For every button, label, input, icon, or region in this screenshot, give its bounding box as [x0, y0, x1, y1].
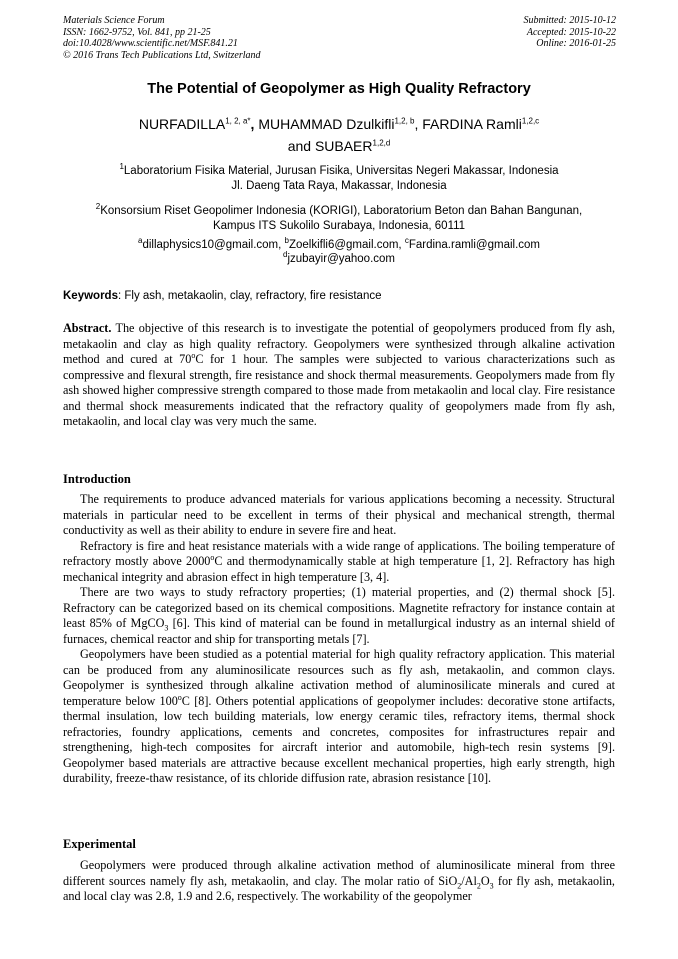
copyright: © 2016 Trans Tech Publications Ltd, Switzerland — [63, 49, 261, 61]
author-name: MUHAMMAD Dzulkifli — [258, 116, 395, 132]
email-mark: d — [282, 250, 288, 260]
affiliation-2 — [40, 204, 638, 234]
affiliation-number: 1 — [119, 162, 124, 172]
email-mark: b — [284, 236, 289, 246]
paragraph-text: for fly ash, metakaolin, and local clay was 2.8, 1.9 and 2.6, respectively. The workability of the geopolymer — [63, 873, 615, 903]
affiliation-line: Kampus ITS Sukolilo Surabaya, Indonesia, 60111 — [212, 220, 466, 232]
section-heading-experimental: Experimental — [63, 837, 136, 851]
abstract-paragraph — [63, 321, 615, 430]
email-mark: a — [138, 236, 143, 246]
author-affiliation-mark: 1,2,c — [521, 116, 540, 126]
degree-mark: o — [191, 350, 196, 360]
submitted-date: Submitted: 2015-10-12 — [523, 15, 616, 26]
abstract — [63, 321, 615, 430]
author-conjunction: and — [287, 138, 315, 154]
journal-name: Materials Science Forum — [63, 15, 165, 26]
paper-title: The Potential of Geopolymer as High Quality Refractory — [147, 81, 531, 97]
dates-meta — [524, 15, 617, 50]
section-heading-introduction: Introduction — [63, 472, 131, 486]
author-list — [40, 113, 638, 157]
paragraph — [63, 858, 615, 905]
affiliation-line: Konsorsium Riset Geopolimer Indonesia (KORIGI), Laboratorium Beton dan Bahan Bangunan, — [100, 205, 583, 217]
keywords-text: : Fly ash, metakaolin, clay, refractory, fire resistance — [117, 290, 382, 302]
email-address: dillaphysics10@gmail.com, — [142, 239, 285, 251]
paragraph-text: [6]. This kind of material can be found in metallurgical industry as an internal shield of furnaces, chemical reactor and ship for transporting metals [7]. — [63, 616, 615, 646]
abstract-text: C for 1 hour. The samples were subjected to various characterizations such as compressive and flexural strength, fire resistance and shock thermal measurements. Geopolymers made from fly ash showed higher compressive strength compared to those made from metakaolin and local clay. Fire resistance and thermal shock measurements indicated that the refractory quality of geopolymers made from fly ash, metakaolin, and local clay was very much the same. — [63, 352, 615, 428]
paragraph-text: Geopolymers were produced through alkaline activation method of aluminosilicate mineral from three different sources namely fly ash, metakaolin, and clay. The molar ratio of SiO — [63, 858, 615, 888]
subscript: 2 — [476, 880, 481, 890]
subscript: 3 — [489, 880, 494, 890]
introduction-body — [63, 492, 615, 787]
journal-meta — [63, 15, 261, 61]
paragraph-text: Refractory is fire and heat resistance materials with a wide range of applications. The boiling temperature of refractory mostly above 2000 — [63, 538, 615, 568]
abstract-label: Abstract. — [63, 321, 112, 335]
author-name: NURFADILLA — [138, 116, 226, 132]
email-address: jzubayir@yahoo.com — [287, 253, 395, 265]
keywords-label: Keywords — [63, 290, 118, 302]
subscript: 2 — [457, 880, 462, 890]
author-name: FARDINA Ramli — [422, 116, 522, 132]
author-affiliation-mark: 1,2,d — [372, 138, 391, 148]
email-address: Zoelkifli6@gmail.com, — [288, 239, 405, 251]
author-separator: , — [414, 116, 423, 132]
paragraph — [63, 647, 615, 787]
email-address: Fardina.ramli@gmail.com — [408, 239, 540, 251]
paragraph — [63, 585, 615, 647]
affiliation-number: 2 — [95, 202, 101, 212]
doi: doi:10.4028/www.scientific.net/MSF.841.21 — [63, 38, 238, 49]
email-mark: c — [404, 236, 409, 246]
author-emails — [40, 238, 638, 266]
experimental-body — [63, 858, 615, 905]
affiliation-1 — [40, 164, 638, 194]
paragraph — [63, 539, 615, 586]
accepted-date: Accepted: 2015-10-22 — [526, 26, 616, 38]
issn: ISSN: 1662-9752, Vol. 841, pp 21-25 — [63, 26, 211, 38]
author-affiliation-mark: 1, 2, a* — [225, 116, 251, 126]
author-name: SUBAER — [314, 138, 373, 154]
affiliation-line: Jl. Daeng Tata Raya, Makassar, Indonesia — [231, 180, 447, 192]
paragraph-text: C [8]. Others potential applications of geopolymer includes: decorative stone artifacts, thermal insulation, low tech building materials, low energy ceramic tiles, refractory items, thermal shock refractories, foundry applications, cements and concretes, composites for infrastructures repair and strengthening, high-tech composites for aircraft interior and automobile, high-tech resin systems [9]. Geopolymer based materials are attractive because excellent mechanical properties, high early strength, high durability, freeze-thaw resistance, of its chloride diffusion rate, abrasion resistance [10]. — [63, 693, 615, 785]
paragraph-text: O — [480, 873, 490, 888]
subscript: 3 — [164, 623, 169, 633]
paragraph-text: /Al — [461, 873, 477, 888]
author-affiliation-mark: 1,2, b — [394, 116, 415, 126]
author-separator: , — [250, 116, 259, 132]
paragraph: The requirements to produce advanced materials for various applications becoming a necessity. Structural materials in particular need to be excellent in terms of their physical and mechanical strength, thermal conductivity as well as their ability to endure in severe fire and heat. — [63, 492, 615, 537]
online-date: Online: 2016-01-25 — [536, 38, 616, 49]
paragraph-text: C and thermodynamically stable at high temperature [1, 2]. Refractory has high mechanical integrity and abrasion effect in high temperature [3, 4]. — [63, 554, 615, 584]
paragraph-text: Geopolymers have been studied as a potential material for high quality refractory application. This material can be produced from any aluminosilicate resources such as fly ash, metakaolin, and common clays. Geopolymer is synthesized through alkaline activation method of aluminosilicate minerals and cured at temperature below 100 — [63, 647, 615, 708]
affiliation-line: Laboratorium Fisika Material, Jurusan Fisika, Universitas Negeri Makassar, Indonesia — [123, 165, 559, 177]
keywords — [63, 290, 382, 302]
degree-mark: o — [210, 552, 215, 562]
degree-mark: o — [177, 692, 182, 702]
abstract-text: The objective of this research is to investigate the potential of geopolymers produced from fly ash, metakaolin and clay as high quality refractory. Geopolymers were synthesized through alkaline activation method and cured at 70 — [63, 321, 615, 366]
paragraph-text: There are two ways to study refractory properties; (1) material properties, and (2) thermal shock [5]. Refractory can be categorized based on its chemical compositions. Magnetite refractory for instance contain at least 85% of MgCO — [63, 585, 615, 630]
